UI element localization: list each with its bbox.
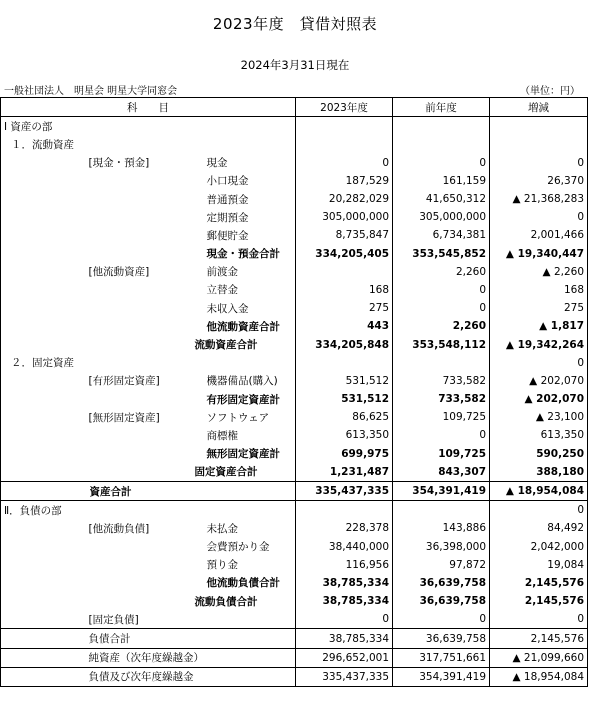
category-label [86, 245, 204, 263]
previous-year-value: 353,548,112 [393, 335, 490, 353]
category-label [86, 426, 204, 444]
account-label: 普通預金 [206, 193, 249, 206]
current-year-value: 699,975 [296, 445, 393, 463]
table-header-row [1, 98, 588, 117]
previous-year-value: 733,582 [393, 390, 490, 408]
category-label [86, 538, 204, 556]
account-label: 小口現金 [206, 175, 249, 188]
table-row [1, 317, 588, 335]
category-label [86, 592, 204, 610]
header-previous-year: 前年度 [393, 98, 490, 117]
section-label [1, 426, 86, 444]
table-row [1, 226, 588, 244]
difference-value: ▲ 2,260 [490, 263, 588, 281]
previous-year-value: 0 [393, 281, 490, 299]
section-label: １．流動資産 [1, 135, 86, 153]
table-row [1, 299, 588, 317]
difference-value: 19,084 [490, 556, 588, 574]
table-row [1, 208, 588, 226]
report-title: 2023年度 貸借対照表 [212, 15, 378, 33]
account-label: 定期預金 [206, 211, 249, 224]
account-label [204, 610, 296, 629]
difference-value: 168 [490, 281, 588, 299]
category-label [86, 208, 204, 226]
previous-year-value: 0 [393, 610, 490, 629]
current-year-value: 531,512 [296, 390, 393, 408]
category-label [86, 335, 204, 353]
previous-year-value: 733,582 [393, 372, 490, 390]
previous-year-value: 305,000,000 [393, 208, 490, 226]
table-row [1, 135, 588, 153]
category-label [86, 299, 204, 317]
difference-value: ▲ 21,099,660 [490, 648, 588, 667]
table-row [1, 519, 588, 537]
section-label [1, 592, 86, 610]
difference-value [490, 117, 588, 136]
account-label: 前渡金 [206, 266, 238, 279]
difference-value: 2,145,576 [490, 574, 588, 592]
current-year-value: 116,956 [296, 556, 393, 574]
section-label [1, 281, 86, 299]
difference-value [490, 135, 588, 153]
category-label: 負債及び次年度繰越金 [86, 667, 204, 686]
account-label [204, 117, 296, 136]
previous-year-value: 354,391,419 [393, 667, 490, 686]
table-row [1, 281, 588, 299]
current-year-value [296, 263, 393, 281]
table-row [1, 481, 588, 500]
current-year-value [296, 117, 393, 136]
previous-year-value: 109,725 [393, 445, 490, 463]
section-label [1, 538, 86, 556]
section-label [1, 335, 86, 353]
current-year-value: 275 [296, 299, 393, 317]
previous-year-value: 97,872 [393, 556, 490, 574]
difference-value: ▲ 18,954,084 [490, 667, 588, 686]
difference-value: 0 [490, 154, 588, 172]
table-row [1, 648, 588, 667]
difference-value: ▲ 1,817 [490, 317, 588, 335]
difference-value: ▲ 21,368,283 [490, 190, 588, 208]
section-label [1, 629, 86, 648]
current-year-value [296, 354, 393, 372]
section-label [1, 481, 86, 500]
section-label: ２．固定資産 [1, 354, 86, 372]
category-label: [現金・預金] [88, 157, 150, 170]
section-label [1, 172, 86, 190]
current-year-value [296, 135, 393, 153]
previous-year-value: 0 [393, 299, 490, 317]
account-label: 固定資産合計 [194, 466, 258, 479]
account-label: 無形固定資産計 [206, 448, 280, 461]
previous-year-value: 2,260 [393, 317, 490, 335]
current-year-value: 20,282,029 [296, 190, 393, 208]
current-year-value: 38,785,334 [296, 629, 393, 648]
category-label: 資産合計 [86, 481, 204, 500]
difference-value: 613,350 [490, 426, 588, 444]
category-label [86, 226, 204, 244]
previous-year-value: 317,751,661 [393, 648, 490, 667]
table-row [1, 263, 588, 281]
current-year-value: 38,785,334 [296, 592, 393, 610]
account-label: 未払金 [206, 522, 238, 535]
previous-year-value: 2,260 [393, 263, 490, 281]
difference-value: 2,042,000 [490, 538, 588, 556]
account-label: 未収入金 [206, 302, 249, 315]
table-row [1, 390, 588, 408]
account-label [204, 501, 296, 520]
table-row [1, 190, 588, 208]
category-label [86, 445, 204, 463]
category-label [86, 354, 204, 372]
section-label [1, 299, 86, 317]
current-year-value: 38,440,000 [296, 538, 393, 556]
category-label [86, 172, 204, 190]
account-label: 郵便貯金 [206, 229, 249, 242]
category-label [86, 190, 204, 208]
table-row [1, 574, 588, 592]
current-year-value: 38,785,334 [296, 574, 393, 592]
table-row [1, 445, 588, 463]
header-current-year: 2023年度 [296, 98, 393, 117]
current-year-value: 334,205,405 [296, 245, 393, 263]
table-row [1, 335, 588, 353]
current-year-value: 1,231,487 [296, 463, 393, 482]
table-row [1, 117, 588, 136]
table-row [1, 372, 588, 390]
section-label [1, 372, 86, 390]
report-date: 2024年3月31日現在 [240, 58, 350, 72]
difference-value: 0 [490, 208, 588, 226]
account-label [204, 135, 296, 153]
current-year-value: 86,625 [296, 408, 393, 426]
section-label [1, 463, 86, 482]
previous-year-value: 6,734,381 [393, 226, 490, 244]
table-row [1, 667, 588, 686]
difference-value: ▲ 202,070 [490, 390, 588, 408]
difference-value: ▲ 202,070 [490, 372, 588, 390]
account-label: 立替金 [206, 284, 238, 297]
account-label: 預り金 [206, 559, 238, 572]
previous-year-value: 161,159 [393, 172, 490, 190]
previous-year-value: 843,307 [393, 463, 490, 482]
section-label [1, 226, 86, 244]
table-row [1, 354, 588, 372]
current-year-value: 335,437,335 [296, 667, 393, 686]
account-label [204, 629, 296, 648]
difference-value: 26,370 [490, 172, 588, 190]
account-label: 流動資産合計 [194, 339, 258, 352]
category-label [86, 463, 204, 482]
table-row [1, 538, 588, 556]
category-label: 負債合計 [86, 629, 204, 648]
section-label [1, 263, 86, 281]
previous-year-value: 354,391,419 [393, 481, 490, 500]
category-label: [他流動負債] [88, 522, 150, 535]
difference-value: 0 [490, 354, 588, 372]
previous-year-value [393, 354, 490, 372]
category-label: [無形固定資産] [88, 411, 160, 424]
category-label [86, 135, 204, 153]
table-row [1, 245, 588, 263]
difference-value: 2,145,576 [490, 629, 588, 648]
difference-value: 275 [490, 299, 588, 317]
table-row [1, 610, 588, 629]
category-label [86, 281, 204, 299]
previous-year-value: 36,639,758 [393, 592, 490, 610]
account-label: 現金 [206, 157, 228, 170]
account-label [204, 481, 296, 500]
table-row [1, 426, 588, 444]
current-year-value: 305,000,000 [296, 208, 393, 226]
previous-year-value: 0 [393, 154, 490, 172]
table-row [1, 592, 588, 610]
difference-value: 2,145,576 [490, 592, 588, 610]
category-label [86, 556, 204, 574]
current-year-value: 334,205,848 [296, 335, 393, 353]
section-label [1, 154, 86, 172]
section-label [1, 556, 86, 574]
previous-year-value [393, 117, 490, 136]
current-year-value: 531,512 [296, 372, 393, 390]
account-label [204, 354, 296, 372]
previous-year-value: 41,650,312 [393, 190, 490, 208]
section-label [1, 648, 86, 667]
section-label [1, 208, 86, 226]
category-label [86, 390, 204, 408]
header-difference: 増減 [490, 98, 588, 117]
account-label: 現金・預金合計 [206, 248, 280, 261]
current-year-value: 187,529 [296, 172, 393, 190]
difference-value: ▲ 23,100 [490, 408, 588, 426]
unit-note: （単位：円） [520, 86, 580, 97]
table-row [1, 463, 588, 482]
table-row [1, 556, 588, 574]
category-label: 純資産（次年度繰越金） [86, 648, 204, 667]
category-label: [固定負債] [88, 613, 139, 626]
difference-value: 0 [490, 501, 588, 520]
current-year-value: 8,735,847 [296, 226, 393, 244]
difference-value: ▲ 18,954,084 [490, 481, 588, 500]
account-label: 機器備品(購入) [206, 375, 278, 388]
section-label [1, 519, 86, 537]
account-label [204, 667, 296, 686]
account-label [204, 648, 296, 667]
account-label: 有形固定資産計 [206, 393, 280, 406]
difference-value: ▲ 19,342,264 [490, 335, 588, 353]
current-year-value [296, 501, 393, 520]
current-year-value: 0 [296, 610, 393, 629]
section-label [1, 390, 86, 408]
section-label [1, 245, 86, 263]
section-label [1, 190, 86, 208]
account-label: 商標権 [206, 429, 238, 442]
difference-value: 84,492 [490, 519, 588, 537]
previous-year-value [393, 135, 490, 153]
table-row [1, 501, 588, 520]
current-year-value: 0 [296, 154, 393, 172]
balance-sheet-table [0, 97, 588, 687]
previous-year-value: 36,639,758 [393, 629, 490, 648]
difference-value: ▲ 19,340,447 [490, 245, 588, 263]
category-label [86, 317, 204, 335]
section-label [1, 317, 86, 335]
current-year-value: 228,378 [296, 519, 393, 537]
section-label [1, 445, 86, 463]
account-label: 他流動負債合計 [206, 577, 280, 590]
previous-year-value: 353,545,852 [393, 245, 490, 263]
category-label [86, 501, 204, 520]
previous-year-value: 143,886 [393, 519, 490, 537]
current-year-value: 335,437,335 [296, 481, 393, 500]
account-label: ソフトウェア [206, 411, 270, 424]
section-label [1, 667, 86, 686]
account-label: 会費預かり金 [206, 541, 270, 554]
table-row [1, 172, 588, 190]
category-label: [有形固定資産] [88, 375, 160, 388]
previous-year-value [393, 501, 490, 520]
current-year-value: 613,350 [296, 426, 393, 444]
category-label: [他流動資産] [88, 266, 150, 279]
table-row [1, 154, 588, 172]
current-year-value: 296,652,001 [296, 648, 393, 667]
category-label [86, 117, 204, 136]
current-year-value: 168 [296, 281, 393, 299]
table-row [1, 629, 588, 648]
previous-year-value: 36,398,000 [393, 538, 490, 556]
section-label [1, 610, 86, 629]
difference-value: 0 [490, 610, 588, 629]
current-year-value: 443 [296, 317, 393, 335]
table-row [1, 408, 588, 426]
previous-year-value: 109,725 [393, 408, 490, 426]
difference-value: 388,180 [490, 463, 588, 482]
account-label: 他流動資産合計 [206, 320, 280, 333]
account-label: 流動負債合計 [194, 595, 258, 608]
previous-year-value: 0 [393, 426, 490, 444]
difference-value: 590,250 [490, 445, 588, 463]
section-label [1, 574, 86, 592]
previous-year-value: 36,639,758 [393, 574, 490, 592]
difference-value: 2,001,466 [490, 226, 588, 244]
section-label [1, 408, 86, 426]
header-subject: 科 目 [1, 98, 296, 117]
section-label: Ⅰ 資産の部 [1, 117, 86, 136]
category-label [86, 574, 204, 592]
section-label: Ⅱ．負債の部 [1, 501, 86, 520]
organization-name: 一般社団法人 明星会 明星大学同窓会 [4, 86, 178, 97]
